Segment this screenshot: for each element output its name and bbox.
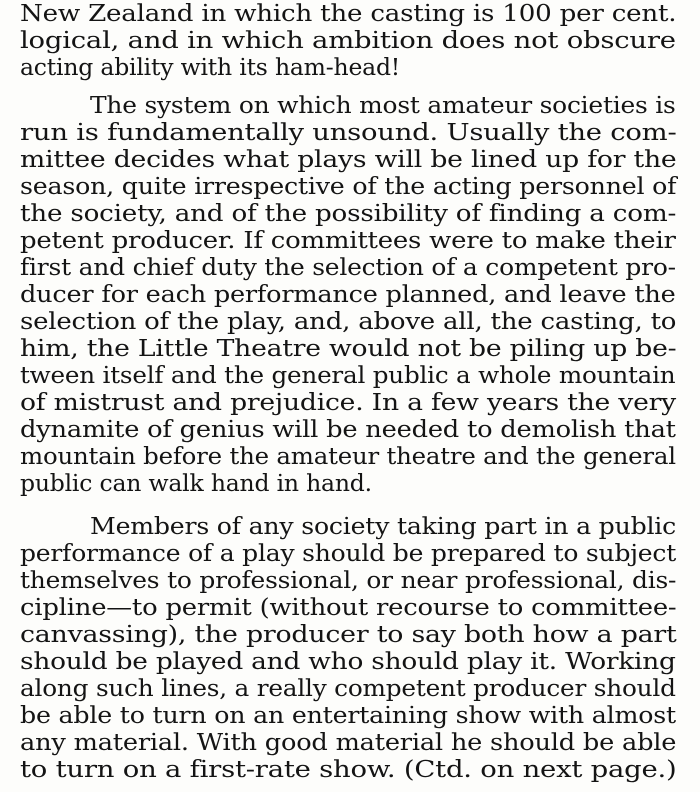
text-line: ducer for each performance planned, and leave the bbox=[20, 280, 676, 308]
text-line: run is fundamentally unsound. Usually the com- bbox=[20, 118, 677, 146]
text-line: selection of the play, and, above all, the casting, to bbox=[20, 307, 677, 335]
text-line: the society, and of the possibility of finding a com- bbox=[20, 199, 677, 227]
text-line: tween itself and the general public a whole mountain bbox=[20, 361, 676, 389]
text-line: along such lines, a really competent producer should bbox=[20, 674, 676, 702]
text-line: of mistrust and prejudice. In a few years the very bbox=[20, 388, 676, 416]
text-line: mountain before the amateur theatre and the general bbox=[20, 442, 676, 470]
text-line: should be played and who should play it. Working bbox=[20, 647, 676, 675]
text-line: canvassing), the producer to say both how a part bbox=[20, 620, 677, 648]
text-line: first and chief duty the selection of a competent pro- bbox=[20, 253, 676, 281]
text-line: mittee decides what plays will be lined up for the bbox=[20, 145, 677, 173]
text-line: logical, and in which ambition does not obscure bbox=[20, 26, 676, 54]
text-line: public can walk hand in hand. bbox=[20, 469, 372, 497]
text-line: petent producer. If committees were to make their bbox=[20, 226, 676, 254]
text-line: be able to turn on an entertaining show with almost bbox=[20, 701, 676, 729]
text-line: him, the Little Theatre would not be piling up be- bbox=[20, 334, 677, 362]
text-line: acting ability with its ham-head! bbox=[20, 53, 401, 81]
text-line: performance of a play should be prepared to subject bbox=[20, 539, 677, 567]
text-line: season, quite irrespective of the acting personnel of bbox=[20, 172, 677, 200]
text-line: themselves to professional, or near professional, dis- bbox=[20, 566, 677, 594]
text-line: dynamite of genius will be needed to demolish that bbox=[20, 415, 676, 443]
text-line: any material. With good material he should be able bbox=[20, 728, 677, 756]
text-line: cipline—to permit (without recourse to committee- bbox=[20, 593, 677, 621]
text-line: New Zealand in which the casting is 100 per cent. bbox=[20, 0, 677, 27]
text-line: Members of any society taking part in a public bbox=[90, 512, 677, 540]
text-line: to turn on a first-rate show. (Ctd. on next page.) bbox=[20, 755, 677, 783]
text-line: The system on which most amateur societies is bbox=[90, 91, 676, 119]
